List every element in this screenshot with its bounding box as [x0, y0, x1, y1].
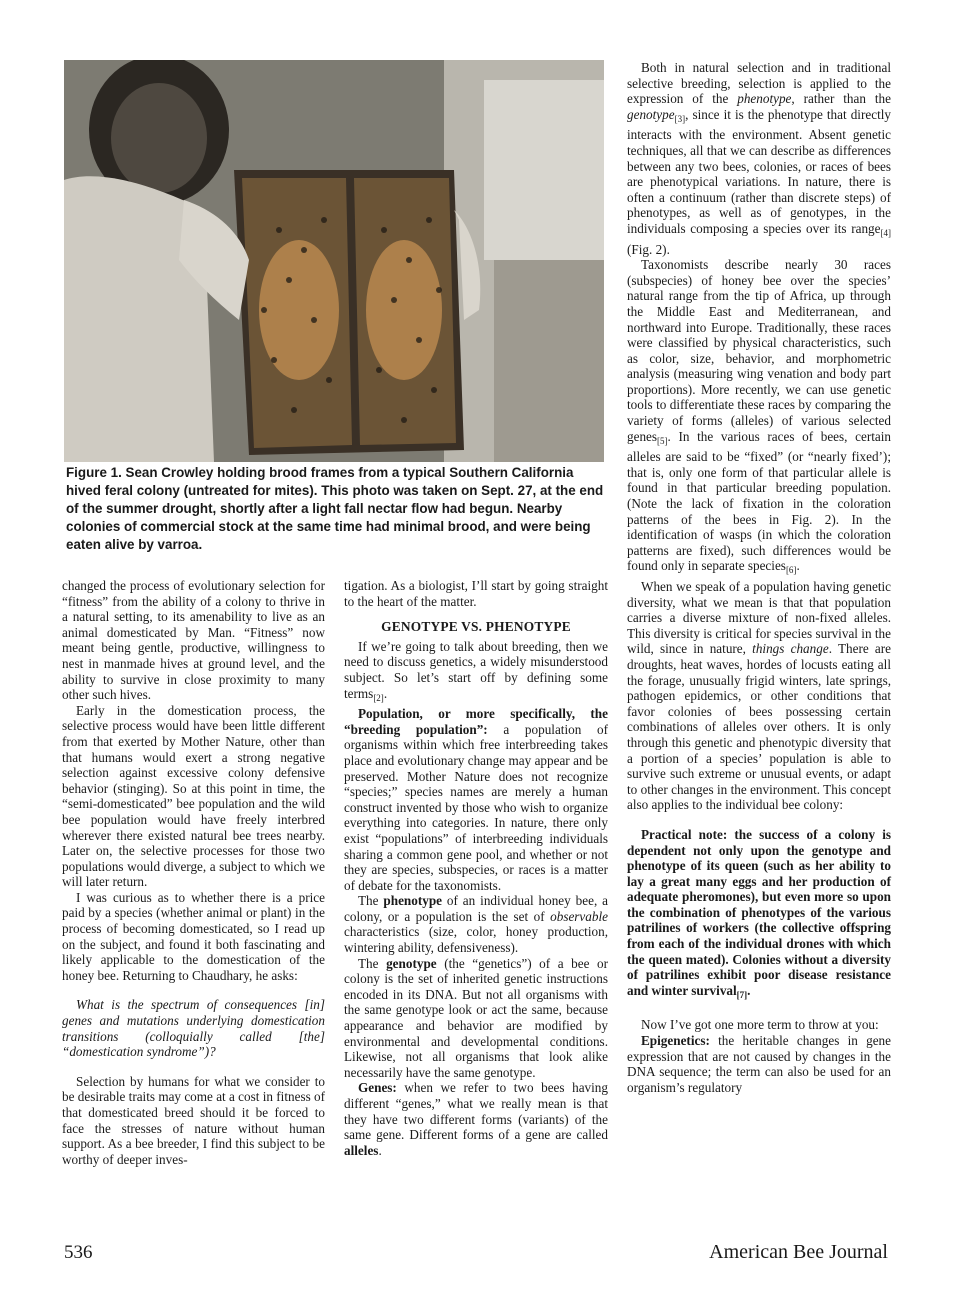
- paragraph: Population, or more specifically, the “breeding population”: a population of organisms within which free interbreeding takes place and evolutionary change may appear and be preserved. Mother Nature does not recognize “species;” species names are merely a human construct invented by those who wish to organize everything into categories. In nature, there only exist “populations” of interbreeding individuals sharing a common gene pool, and whether or not they are species, subspecies, or races is a matter of debate for the taxonomists.: [344, 706, 608, 893]
- paragraph: I was curious as to whether there is a price paid by a species (whether animal or plant) in the process of becoming domesticated, so I read up on the subject, and found it both fascinating and likely applicable to the domestication of the honey bee. Returning to Chaudhary, he asks:: [62, 889, 325, 983]
- term: genotype: [386, 955, 437, 971]
- term: alleles: [344, 1142, 379, 1158]
- block-quote: What is the spectrum of consequences [in] genes and mutations underlying domestication transitions (colloquially called [the] “domestication syndrome”)?: [62, 997, 325, 1060]
- practical-note: Practical note: the success of a colony is dependent not only upon the genotype and phenotype of its queen (such as her ability to lay a great many eggs and her production of adequate pheromones), but even more so upon the combination of phenotypes of the various patrilines of workers (the collective offspring from each of the individual drones with which the queen mated). Colonies without a diversity of patrilines exhibit poor disease resistance and winter survival$_{[7]}$.: [627, 826, 891, 1000]
- citation: [3]: [674, 113, 686, 124]
- citation: [4]: [880, 227, 891, 238]
- term: phenotype: [383, 893, 443, 909]
- paragraph: changed the process of evolutionary selection for “fitness” from the ability of a colony to thrive in a natural setting, to its amenability to live as an animal domesticated by Man. “Fitness” now meant being gentle, productive, willingness to nest in manmade hives at ground level, and the ability to survive in close proximity to many other such hives.: [62, 578, 325, 703]
- paragraph: Taxonomists describe nearly 30 races (subspecies) of honey bee over the species’ natural range from the tip of Africa, up through the Middle East and Mediterranean, and northward into Europe. Traditionally, these races were classified by physical characteristics, such as color, size, behavior, and morphometric analysis (measuring wing venation and body part proportions). More recently, we can use genetic tools to differentiate these races by comparing the variety of forms (alleles) of various selected genes$_{[5]}$. In the various races of bees, certain alleles are said to be “fixed” (or “nearly fixed’); that is, only one form of that particular allele is found in that particular breeding population. (Note the lack of fixation in the coloration patterns of the bees in Fig. 2). In the identification of wasps (in which the coloration patterns are fixed), such differences would be found only in separate species$_{[6]}$.: [627, 257, 891, 576]
- text-column-2: [344, 578, 608, 1158]
- page-number: 536: [64, 1242, 93, 1263]
- figure-caption: Figure 1. Sean Crowley holding brood frames from a typical Southern California hived feral colony (untreated for mites). This photo was taken on Sept. 27, at the end of the summer drought, shortly after a light fall nectar flow had begun. Nearby colonies of commercial stock at the same time had minimal brood, and were being eaten alive by varroa.: [66, 465, 604, 552]
- term: Epigenetics:: [641, 1033, 710, 1049]
- text-column-3: [627, 60, 891, 1095]
- paragraph: Both in natural selection and in traditional selective breeding, selection is applied to the expression of the phenotype, rather than the genotype$_{[3]}$, since it is the phenotype that directly interacts with the environment. Absent genetic techniques, all that we can describe as differences between any two bees, colonies, or races of bees are phenotypical variations. In nature, there is often a continuum (rather than discrete steps) of phenotypes, as well as of genotypes, in the individuals composing a species over its range$_{[4]}$(Fig. 2).: [627, 60, 891, 257]
- citation: [5]: [657, 435, 668, 446]
- paragraph: If we’re going to talk about breeding, then we need to discuss genetics, a widely misunderstood subject. So let’s start off by defining some terms$_{[2]}$.: [344, 638, 608, 703]
- paragraph: When we speak of a population having genetic diversity, what we mean is that that population carries a diverse mixture of non-fixed alleles. This diversity is critical for species survival in the wild, since in nature, things change. There are droughts, heat waves, hordes of locusts eating all the forage, unusually frigid winters, late springs, pathogen epidemics, or other conditions that favor colonies of bees possessing certain combinations of alleles over others. It is only through this genetic and phenotypic diversity that a portion of a species’ population is able to survive such extreme or unusual events, or adapt to other changes in the environment. This concept also applies to the individual bee colony:: [627, 579, 891, 813]
- citation: [2]: [373, 692, 384, 703]
- paragraph: Selection by humans for what we consider to be desirable traits may come at a cost in fitness of that domesticated breed should it be forced to face the stresses of nature without human support. As a bee breeder, I find this subject to be worthy of deeper inves-: [62, 1073, 325, 1167]
- paragraph: The phenotype of an individual honey bee, a colony, or a population is the set of observable characteristics (size, color, honey production, wintering ability, defensiveness).: [344, 893, 608, 956]
- section-heading: GENOTYPE VS. PHENOTYPE: [381, 619, 571, 635]
- citation: [6]: [785, 565, 797, 576]
- text-column-1: [62, 578, 325, 1167]
- paragraph: Early in the domestication process, the selective process would have been little different from that exerted by Mother Nature, other than that humans would exert a strong negative selection against excessive colony defensive behavior (stinging). So at this point in time, the “semi-domesticated” bee population and the wild bee population would have freely interbred wherever there existed natural bee trees nearby. Later on, the selective processes for those two populations would diverge, a subject to which we will later return.: [62, 702, 325, 890]
- paragraph: Epigenetics: the heritable changes in gene expression that are not caused by changes in the DNA sequence; the term can also be used for an organism’s regulatory: [627, 1033, 891, 1095]
- figure-photo: [64, 60, 604, 462]
- paragraph: Genes: when we refer to two bees having different “genes,” what we really mean is that they have two different forms (variants) of the same gene. Different forms of a gene are called alleles.: [344, 1080, 608, 1158]
- citation: [7]: [736, 989, 748, 1000]
- paragraph: Now I’ve got one more term to throw at you:: [641, 1017, 879, 1033]
- beekeeper-photo-illustration: [64, 60, 604, 462]
- term: Population, or more specifically, the “breeding population”:: [344, 706, 608, 737]
- paragraph: tigation. As a biologist, I’ll start by going straight to the heart of the matter.: [344, 578, 608, 609]
- journal-name: American Bee Journal: [709, 1241, 888, 1263]
- term: Genes:: [358, 1080, 397, 1096]
- paragraph: The genotype (the “genetics”) of a bee or colony is the set of inherited genetic instructions encoded in its DNA. But not all organisms with the same genotype look or act the same, because appearance and behavior are modified by environmental and developmental conditions. Likewise, not all organisms that look alike necessarily have the same genotype.: [344, 955, 608, 1080]
